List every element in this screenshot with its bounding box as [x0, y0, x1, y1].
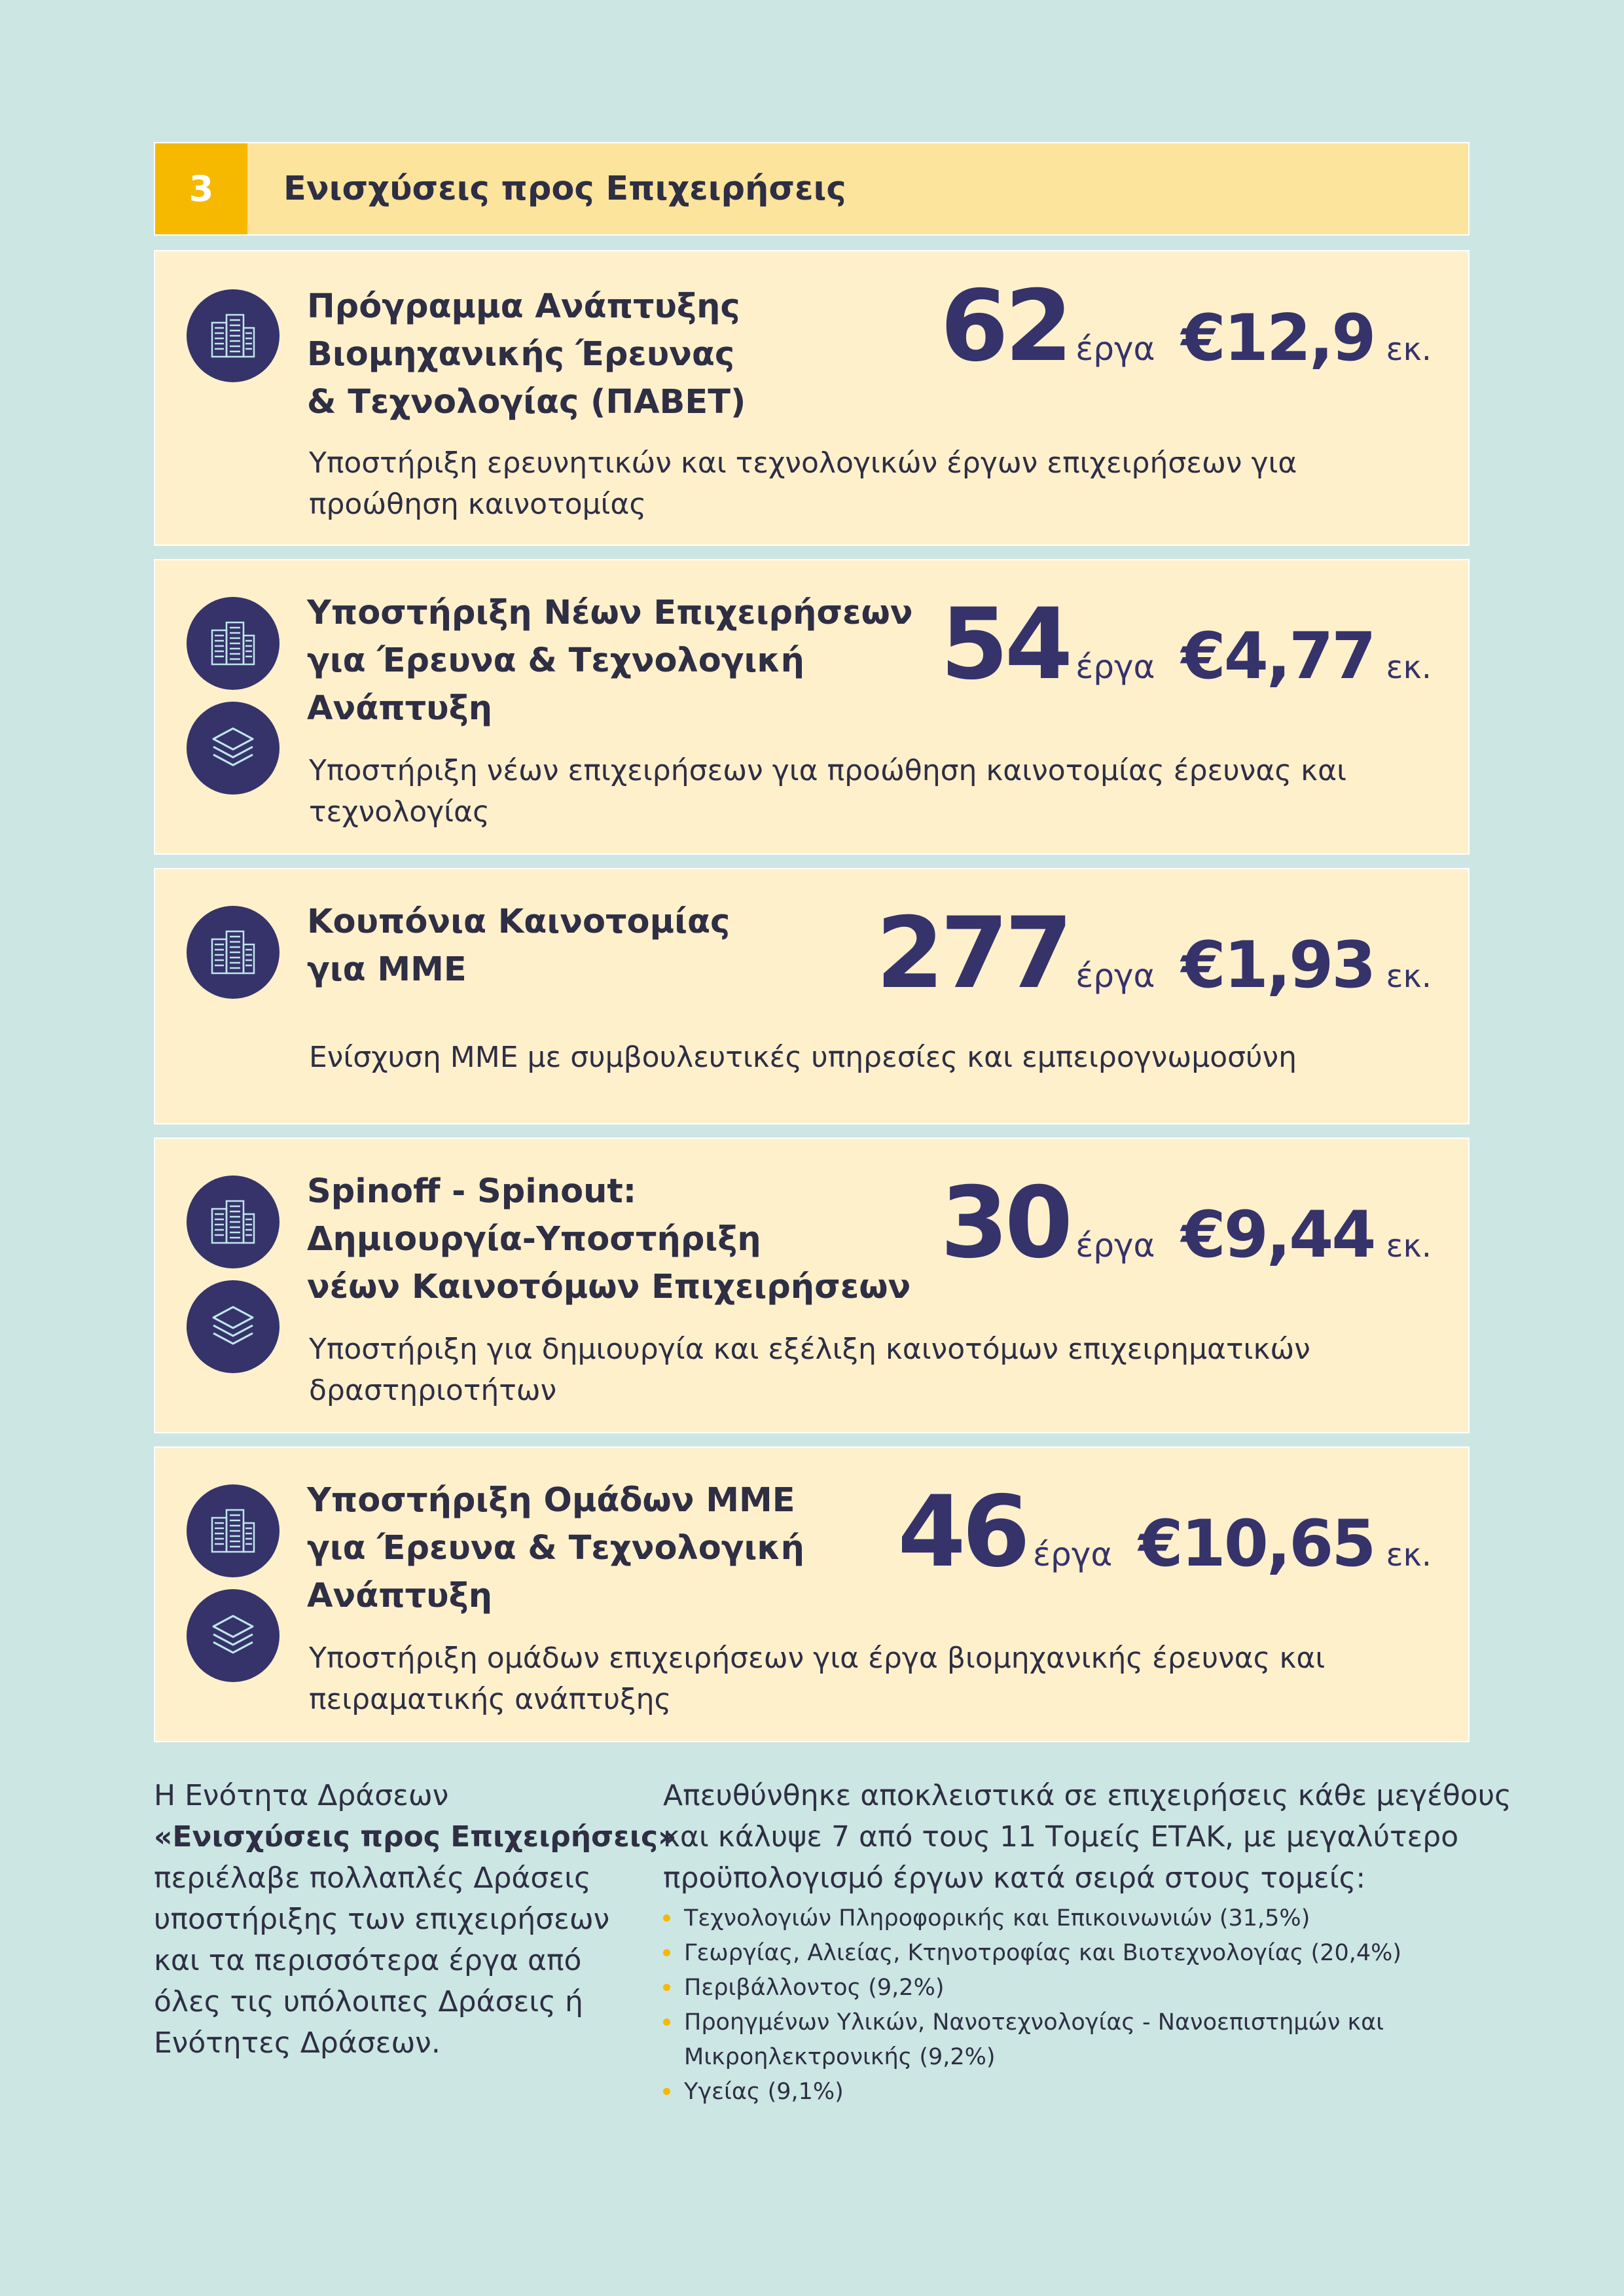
- bullet-icon: [663, 1914, 670, 1922]
- budget-unit: εκ.: [1386, 649, 1432, 686]
- section-number: 3: [155, 143, 247, 234]
- projects-count: 30: [940, 1166, 1070, 1280]
- program-card: [154, 1138, 1470, 1433]
- bullet-icon: [663, 2088, 670, 2095]
- bullet-icon: [663, 1949, 670, 1956]
- program-description: Υποστήριξη νέων επιχειρήσεων για προώθηση καινοτομίας έρευνας και τεχνολογίας: [309, 754, 1346, 829]
- projects-unit: έργα: [1075, 648, 1155, 686]
- program-card: [154, 868, 1470, 1124]
- section-header: [154, 142, 1470, 236]
- program-title: Κουπόνια Καινοτομίας για ΜΜΕ: [307, 903, 731, 989]
- building-icon: [187, 597, 280, 690]
- building-icon: [187, 289, 280, 382]
- program-stats: [876, 897, 1432, 1011]
- intro-bold-title: «Ενισχύσεις προς Επιχειρήσεις»: [154, 1820, 677, 1854]
- list-item: Υγείας (9,1%): [663, 2075, 1475, 2109]
- budget-amount: €4,77: [1181, 619, 1375, 694]
- projects-count: 62: [940, 270, 1070, 384]
- program-stats: [940, 270, 1432, 384]
- layers-icon: [187, 1280, 280, 1373]
- program-title: Πρόγραμμα Ανάπτυξης Βιομηχανικής Έρευνας & Τεχνολογίας (ΠΑΒΕΤ): [307, 287, 746, 422]
- program-stats: [897, 1475, 1432, 1589]
- projects-count: 54: [940, 588, 1070, 702]
- program-title: Υποστήριξη Ομάδων ΜΜΕ για Έρευνα & Τεχνολογική Ανάπτυξη: [307, 1481, 804, 1615]
- program-title: Υποστήριξη Νέων Επιχειρήσεων για Έρευνα & Τεχνολογική Ανάπτυξη: [307, 594, 913, 728]
- projects-count: 277: [876, 897, 1070, 1011]
- section-title: Ενισχύσεις προς Επιχειρήσεις: [283, 170, 846, 208]
- projects-count: 46: [897, 1475, 1026, 1589]
- program-title: Spinoff - Spinout: Δημιουργία-Υποστήριξη νέων Καινοτόμων Επιχειρήσεων: [307, 1172, 911, 1306]
- bullet-icon: [663, 1984, 670, 1991]
- building-icon: [187, 906, 280, 999]
- program-description: Ενίσχυση ΜΜΕ με συμβουλευτικές υπηρεσίες και εμπειρογνωμοσύνη: [309, 1041, 1297, 1074]
- budget-amount: €10,65: [1138, 1507, 1375, 1581]
- budget-amount: €12,9: [1181, 301, 1375, 376]
- program-card: [154, 1446, 1470, 1742]
- budget-unit: εκ.: [1386, 958, 1432, 995]
- program-description: Υποστήριξη για δημιουργία και εξέλιξη καινοτόμων επιχειρηματικών δραστηριοτήτων: [309, 1333, 1310, 1407]
- program-card: [154, 559, 1470, 855]
- program-description: Υποστήριξη ερευνητικών και τεχνολογικών έργων επιχειρήσεων για προώθηση καινοτομίας: [309, 446, 1297, 521]
- bullet-icon: [663, 2018, 670, 2026]
- program-stats: [940, 1166, 1432, 1280]
- program-card: [154, 250, 1470, 546]
- list-item: Προηγμένων Υλικών, Νανοτεχνολογίας - Νανοεπιστημών και Μικροηλεκτρονικής (9,2%): [663, 2005, 1475, 2075]
- projects-unit: έργα: [1075, 957, 1155, 995]
- layers-icon: [187, 1589, 280, 1682]
- projects-unit: έργα: [1075, 330, 1155, 368]
- budget-unit: εκ.: [1386, 1228, 1432, 1265]
- building-icon: [187, 1484, 280, 1577]
- list-item: Περιβάλλοντος (9,2%): [663, 1971, 1475, 2005]
- summary-paragraph: Απευθύνθηκε αποκλειστικά σε επιχειρήσεις κάθε μεγέθους και κάλυψε 7 από τους 11 Τομείς ΕΤΑΚ, με μεγαλύτερο προϋπολογισμό έργων κατά σειρά στους τομείς: Τεχνολογιών Πληροφορικής και Επικοινωνιών (31,5%) Γεωργίας, Αλιείας, Κτηνοτροφίας και Βιοτεχνολογίας (20,4%) Περιβάλλοντος (9,2%) Προηγμένων Υλικών, Νανοτεχνολογίας - Νανοεπιστημών και Μικροηλεκτρονικής (9,2%) Υγείας (9,1%): [663, 1775, 1475, 2109]
- sector-list: [663, 1901, 1475, 2109]
- intro-paragraph: Η Ενότητα Δράσεων «Ενισχύσεις προς Επιχειρήσεις» περιέλαβε πολλαπλές Δράσεις υποστήριξης των επιχειρήσεων και τα περισσότερα έργα από όλες τις υπόλοιπες Δράσεις ή Ενότητες Δράσεων.: [154, 1779, 677, 2060]
- list-item: Γεωργίας, Αλιείας, Κτηνοτροφίας και Βιοτεχνολογίας (20,4%): [663, 1936, 1475, 1971]
- budget-amount: €1,93: [1181, 928, 1375, 1003]
- layers-icon: [187, 702, 280, 795]
- list-item: Τεχνολογιών Πληροφορικής και Επικοινωνιών (31,5%): [663, 1901, 1475, 1936]
- budget-unit: εκ.: [1386, 331, 1432, 368]
- program-description: Υποστήριξη ομάδων επιχειρήσεων για έργα βιομηχανικής έρευνας και πειραματικής ανάπτυξης: [309, 1641, 1326, 1716]
- projects-unit: έργα: [1033, 1535, 1113, 1573]
- projects-unit: έργα: [1075, 1227, 1155, 1265]
- building-icon: [187, 1175, 280, 1268]
- budget-unit: εκ.: [1386, 1537, 1432, 1573]
- budget-amount: €9,44: [1181, 1198, 1375, 1272]
- program-stats: [940, 588, 1432, 702]
